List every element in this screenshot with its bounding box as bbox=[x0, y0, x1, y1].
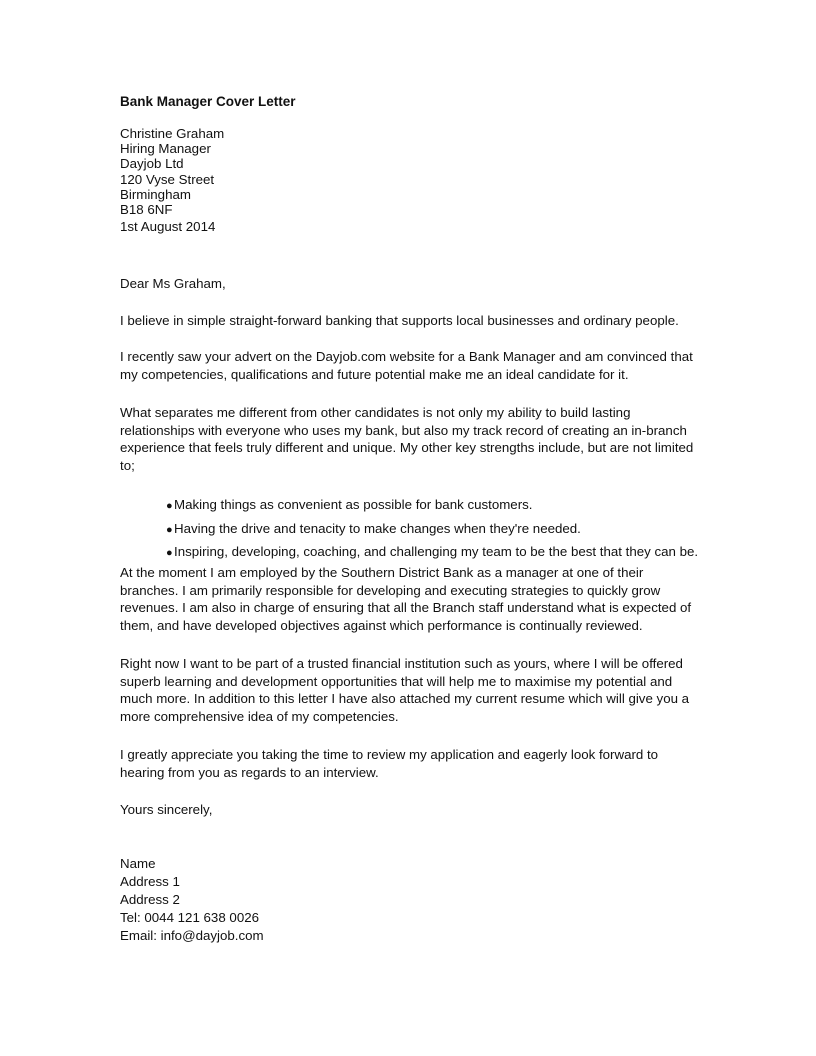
paragraph-current-role bbox=[120, 564, 700, 634]
signature-email: Email: info@dayjob.com bbox=[120, 928, 264, 943]
paragraph-line: At the moment I am employed by the Southern District Bank as a manager at one of their bbox=[120, 565, 644, 580]
paragraph-line: I recently saw your advert on the Dayjob.com website for a Bank Manager and am convinced that bbox=[120, 349, 693, 364]
signature-block bbox=[120, 855, 700, 945]
paragraph-advert bbox=[120, 348, 700, 383]
recipient-address-block bbox=[120, 126, 700, 234]
paragraph-line: experience that feels truly different and unique. My other key strengths include, but are not limited bbox=[120, 440, 694, 456]
list-item-text: Inspiring, developing, coaching, and challenging my team to be the best that they can be. bbox=[174, 544, 699, 559]
paragraph-intro bbox=[120, 312, 700, 330]
paragraph-line: relationships with everyone who uses my bank, but also my track record of creating an in-branch bbox=[120, 422, 687, 438]
bullet-icon: ● bbox=[166, 547, 173, 559]
paragraph-line: superb learning and development opportunities that will help me to maximise my potential and bbox=[120, 673, 673, 689]
paragraph-line: What separates me different from other candidates is not only my ability to build lasting bbox=[120, 405, 631, 420]
signature-address-1: Address 1 bbox=[120, 874, 180, 889]
paragraph-line: hearing from you as regards to an interview. bbox=[120, 764, 379, 780]
paragraph-line: I greatly appreciate you taking the time to review my application and eagerly look forward to bbox=[120, 747, 659, 762]
list-item-text: Having the drive and tenacity to make changes when they're needed. bbox=[174, 520, 581, 536]
paragraph-aspiration bbox=[120, 655, 700, 725]
paragraph-line: much more. In addition to this letter I have also attached my current resume which will give you a bbox=[120, 691, 690, 707]
bullet-icon: ● bbox=[166, 523, 173, 536]
recipient-position: Hiring Manager bbox=[120, 141, 211, 157]
closing-salutation: Yours sincerely, bbox=[120, 802, 213, 817]
paragraph-line: revenues. I am also in charge of ensuring that all the Branch staff understand what is expected of bbox=[120, 600, 692, 616]
salutation: Dear Ms Graham, bbox=[120, 276, 226, 291]
list-item-text: Making things as convenient as possible for bank customers. bbox=[174, 497, 533, 512]
list-item bbox=[166, 541, 726, 565]
signature-phone: Tel: 0044 121 638 0026 bbox=[120, 910, 260, 925]
paragraph-line: branches. I am primarily responsible for developing and executing strategies to quickly grow bbox=[120, 582, 661, 598]
bullet-icon: ● bbox=[166, 500, 173, 512]
recipient-city: Birmingham bbox=[120, 186, 191, 202]
strengths-bullet-list bbox=[166, 494, 726, 565]
paragraph-line: Right now I want to be part of a trusted financial institution such as yours, where I will be offered bbox=[120, 656, 683, 671]
paragraph-appreciation bbox=[120, 746, 700, 781]
recipient-company: Dayjob Ltd bbox=[120, 156, 184, 172]
letter-date: 1st August 2014 bbox=[120, 219, 216, 235]
paragraph-line: more comprehensive idea of my competencies. bbox=[120, 708, 399, 724]
paragraph-line: my competencies, qualifications and future potential make me an ideal candidate for it. bbox=[120, 366, 629, 382]
list-item bbox=[166, 518, 726, 542]
paragraph-line: them, and have developed objectives against which performance is continually reviewed. bbox=[120, 617, 643, 633]
list-item bbox=[166, 494, 726, 518]
document-title: Bank Manager Cover Letter bbox=[120, 94, 296, 109]
paragraph-line: to; bbox=[120, 457, 135, 473]
paragraph-line: I believe in simple straight-forward banking that supports local businesses and ordinary people. bbox=[120, 313, 679, 328]
signature-name: Name bbox=[120, 856, 156, 871]
recipient-street: 120 Vyse Street bbox=[120, 171, 215, 187]
signature-address-2: Address 2 bbox=[120, 892, 180, 907]
paragraph-strengths bbox=[120, 404, 700, 474]
recipient-name: Christine Graham bbox=[120, 126, 225, 141]
recipient-postcode: B18 6NF bbox=[120, 202, 173, 218]
